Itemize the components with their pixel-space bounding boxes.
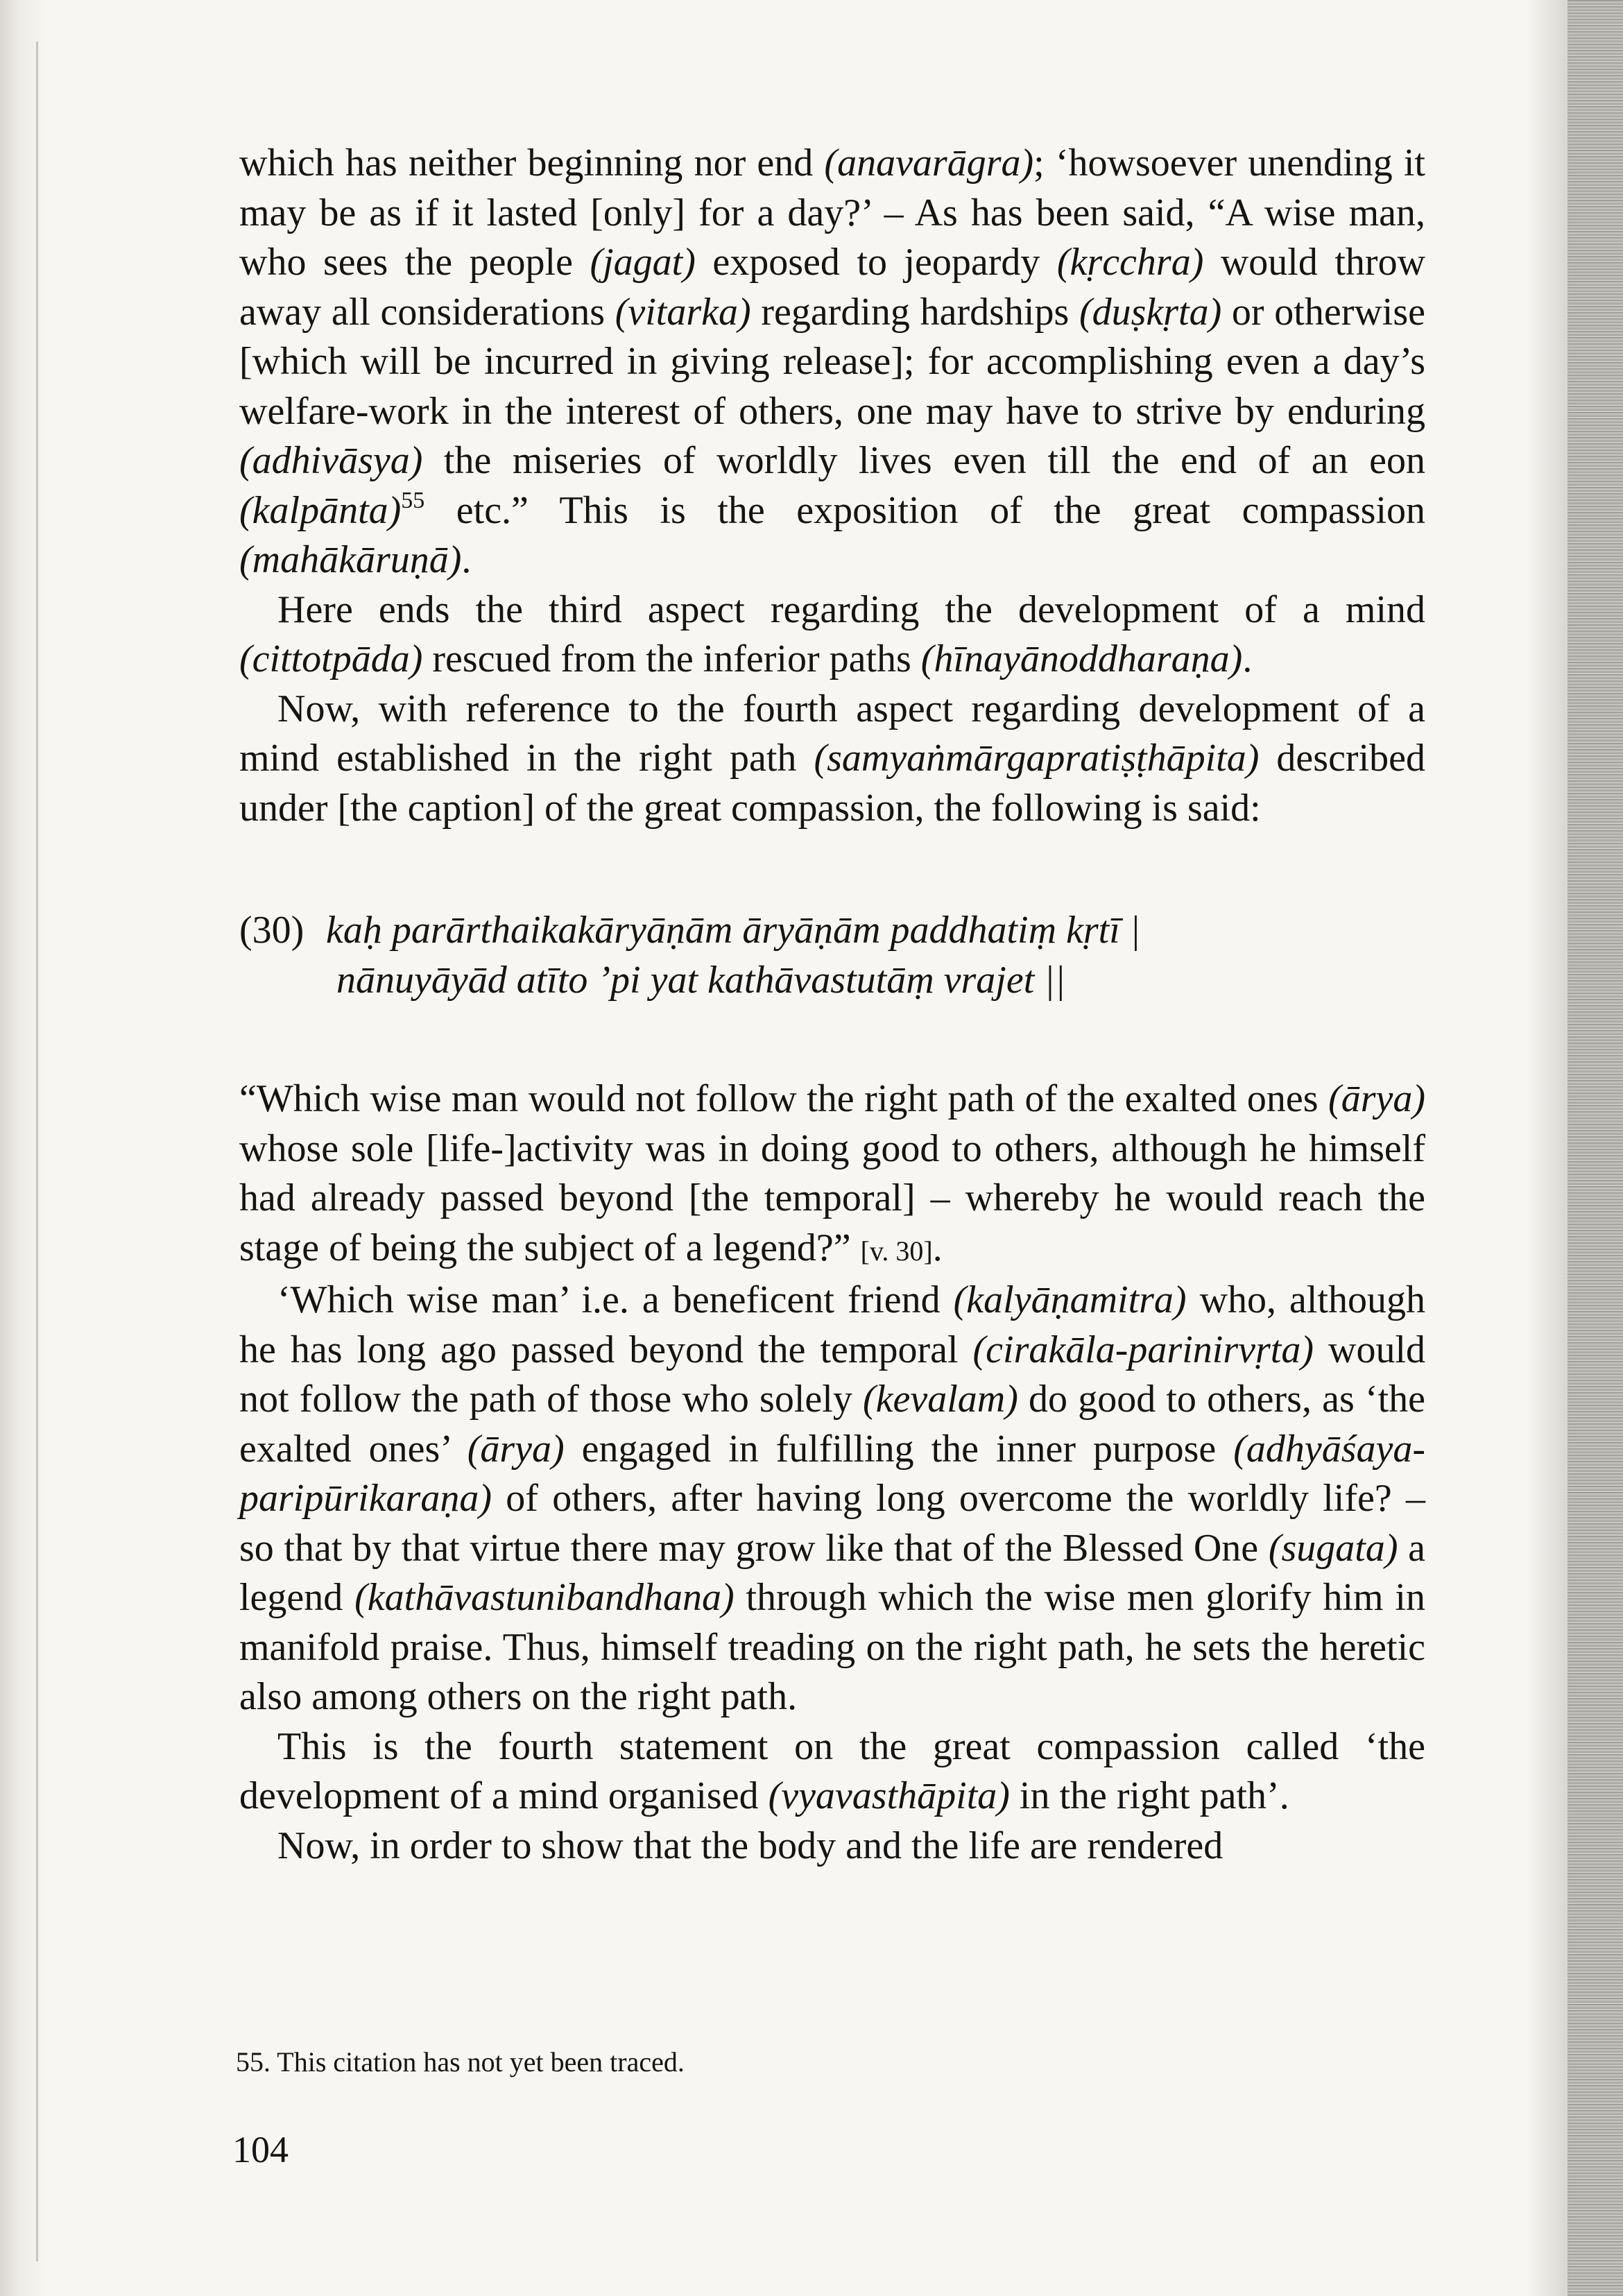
verse-number: (30) bbox=[239, 909, 304, 952]
verse-line-1: (30) kaḥ parārthaikakāryāṇām āryāṇām paddhatiṃ kṛtī | bbox=[239, 906, 1425, 956]
scan-shadow-left bbox=[0, 0, 49, 2296]
scan-edge-line bbox=[36, 42, 38, 2261]
paragraph-3: Now, with reference to the fourth aspect regarding development of a mind established in the right path (samyaṅmārgapratiṣṭhāpita) described under [the caption] of the great compassion, the following is said: bbox=[239, 687, 1425, 830]
footnote-marker[interactable]: 55 bbox=[401, 487, 425, 513]
scan-shadow-right bbox=[1526, 0, 1568, 2296]
page-number: 104 bbox=[232, 2129, 289, 2170]
paragraph-1: which has neither beginning nor end (anavarāgra); ‘howsoever unending it may be as if it lasted [only] for a day?’ – As has been said, “A wise man, who sees the people (jagat) exposed to jeopardy (kṛcchra) would throw away all considerations (vitarka) regarding hardships (duṣkṛta) or otherwise [which will be incurred in giving release]; for accomplishing even a day’s welfare-work in the interest of others, one may have to strive by enduring (adhivāsya) the miseries of worldly lives even till the end of an eon (kalpānta)$^{55}$ etc.” This is the exposition of the great compassion (mahākāruṇā). bbox=[239, 142, 1426, 581]
page-body bbox=[239, 139, 1425, 1871]
paragraph-5: ‘Which wise man’ i.e. a beneficent friend (kalyāṇamitra) who, although he has long ago passed beyond the temporal (cirakāla-parinirvṛta) would not follow the path of those who solely (kevalam) do good to others, as ‘the exalted ones’ (ārya) engaged in fulfilling the inner purpose (adhyāśaya-paripūrikaraṇa) of others, after having long overcome the worldly life? – so that by that virtue there may grow like that of the Blessed One (sugata) a legend (kathāvastunibandhana) through which the wise men glorify him in manifold praise. Thus, himself treading on the right path, he sets the heretic also among others on the right path. bbox=[239, 1278, 1426, 1718]
paragraph-6: This is the fourth statement on the great compassion called ‘the development of a mind organised (vyavasthāpita) in the right path’. bbox=[239, 1724, 1425, 1817]
footnote-55: 55. This citation has not yet been traced. bbox=[236, 2046, 685, 2077]
verse-reference: [v. 30] bbox=[860, 1235, 933, 1267]
verse-line-2: nānuyāyād atīto ’pi yat kathāvastutāṃ vrajet || bbox=[336, 958, 1066, 1002]
scan-binding-edge bbox=[1568, 0, 1623, 2296]
paragraph-7: Now, in order to show that the body and the life are rendered bbox=[277, 1824, 1223, 1867]
paragraph-2: Here ends the third aspect regarding the development of a mind (cittotpāda) rescued from the inferior paths (hīnayānoddharaṇa). bbox=[239, 588, 1425, 680]
sanskrit-verse bbox=[239, 906, 1425, 1005]
paragraph-4: “Which wise man would not follow the right path of the exalted ones (ārya) whose sole [life-]activity was in doing good to others, although he himself had already passed beyond [the temporal] – whereby he would reach the stage of being the subject of a legend?” [v. 30]. bbox=[239, 1077, 1425, 1269]
